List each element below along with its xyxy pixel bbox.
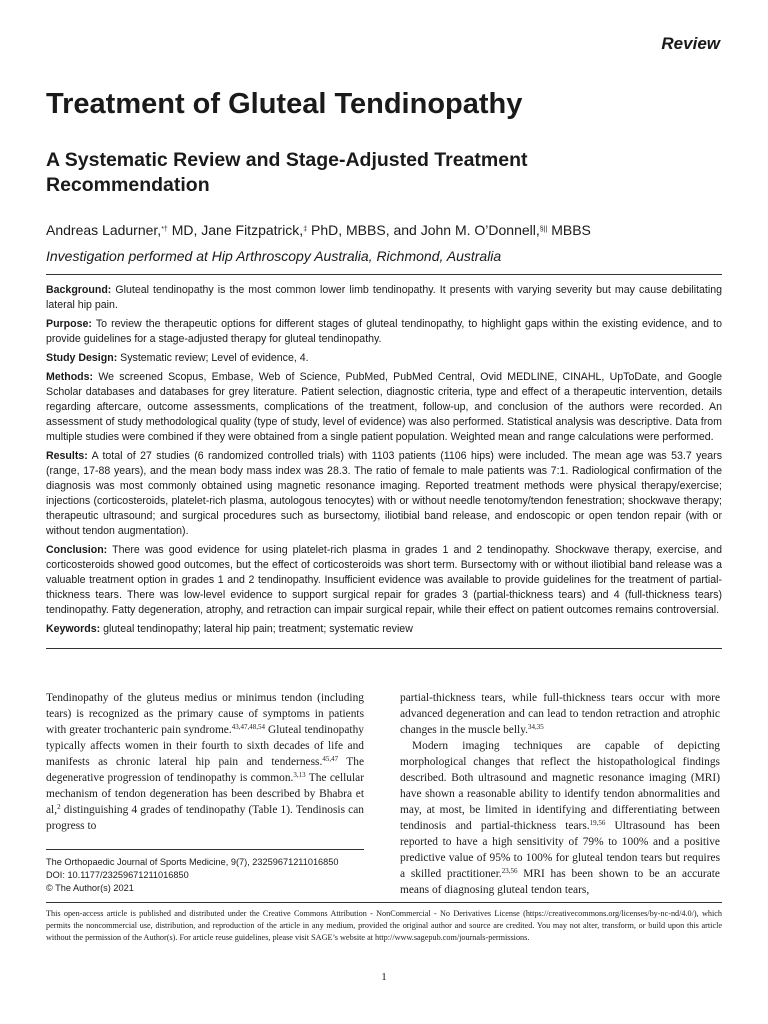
journal-info: [46, 856, 366, 895]
abstract: [46, 283, 722, 641]
abstract-label: Methods:: [46, 371, 94, 383]
body-text: MRI has been shown to be an accurate means of diagnosing gluteal tendon tears,: [400, 868, 720, 896]
body-text: Ultrasound has been reported to have a high sensitivity of 79% to 100% and a positive predictive value of 95% to 100% for gluteal tendon tears but requires a skilled practitioner.: [400, 820, 720, 880]
author-name: Andreas Ladurner,: [46, 222, 162, 238]
body-paragraph: [46, 690, 364, 834]
body-text: Modern imaging techniques are capable of depicting morphological changes that reflect the histopathological findings described. Both ultrasound and magnetic resonance imaging (MRI) have shown a reasonable ability to identify tendon abnormalities and may, at most, be limited in identifying and differentiating between tendinosis and partial-thickness tears.: [400, 740, 720, 832]
abstract-text: There was good evidence for using platelet-rich plasma in grades 1 and 2 tendinopathy. Shockwave therapy, exercise, and corticosteroids showed good outcomes, but the effect of corticosteroids was short term. Bursectomy with or without iliotibial band release was a valuable treatment option in grades 1 and 2 tendinopathy. Insufficient evidence was available to provide guidelines for the treatment of partial-thickness tears. There was low-level evidence to support surgical repair for grades 3 (partial-thickness tears) and 4 (full-thickness tears) tendinopathy. Fatty degeneration, atrophy, and retraction can impair surgical repair, while their effect on patient outcomes remains controversial.: [46, 544, 722, 616]
body-text: The cellular mechanism of tendon degeneration has been described by Bhabra et al,: [46, 772, 364, 816]
abstract-label: Purpose:: [46, 318, 92, 330]
affiliation: Investigation performed at Hip Arthroscopy Australia, Richmond, Australia: [46, 248, 502, 264]
license-notice: This open-access article is published and distributed under the Creative Commons Attribution - NonCommercial - No Derivatives License (https://creativecommons.org/licenses/by-nc-nd/4.0/), which permits the noncommercial use, distribution, and reproduction of the article in any medium, provided the original author and source are credited. You may not alter, transform, or build upon this article without the permission of the Author(s). For article reuse guidelines, please visit SAGE’s website at http://www.sagepub.com/journals-permissions.: [46, 909, 722, 942]
abstract-text: To review the therapeutic options for different stages of gluteal tendinopathy, to highlight gaps within the existing evidence, and to provide guidelines for a stage-adjusted therapy for gluteal tendinopathy.: [46, 318, 722, 345]
author-name: MD, Jane Fitzpatrick,: [167, 222, 304, 238]
abstract-label: Conclusion:: [46, 544, 108, 556]
author-affiliation-mark: ‡: [303, 226, 308, 233]
citation-ref: 3,13: [293, 771, 306, 779]
article-subtitle: A Systematic Review and Stage-Adjusted Treatment Recommendation: [46, 149, 528, 196]
abstract-keywords: [46, 622, 722, 637]
body-text: partial-thickness tears, while full-thickness tears occur with more advanced degeneration and can lead to tendon retraction and atrophic changes in the muscle belly.: [400, 692, 720, 736]
author-affiliation-mark: *†: [161, 226, 168, 233]
abstract-text: Systematic review; Level of evidence, 4.: [117, 352, 309, 364]
body-paragraph: [400, 690, 720, 738]
abstract-text: gluteal tendinopathy; lateral hip pain; treatment; systematic review: [100, 623, 413, 635]
author-name: MBBS: [547, 222, 591, 238]
abstract-top-rule: [46, 274, 722, 275]
abstract-conclusion: [46, 543, 722, 618]
abstract-results: [46, 449, 722, 539]
abstract-label: Study Design:: [46, 352, 118, 364]
body-column-left: [46, 690, 364, 834]
body-column-right: [400, 690, 720, 898]
body-text: distinguishing 4 grades of tendinopathy (Table 1). Tendinosis can progress to: [46, 804, 364, 832]
abstract-text: A total of 27 studies (6 randomized controlled trials) with 1103 patients (1106 hips) were included. The mean age was 53.7 years (range, 17-88 years), and the mean body mass index was 28.3. The ratio of female to male patients was 7:1. Radiological confirmation of the diagnosis was most commonly obtained using magnetic resonance imaging. Reported treatment methods were physical therapy/exercise; injections (corticosteroids, platelet-rich plasma, autologous tenocytes) with or without needle tenotomy/tendon fenestration; shockwave therapy; therapeutic ultrasound; and surgical procedures such as bursectomy, iliotibial band release, and endoscopic or open tendon repair (with or without tendon augmentation).: [46, 450, 722, 537]
license-rule: [46, 902, 722, 903]
abstract-text: We screened Scopus, Embase, Web of Science, PubMed, PubMed Central, Ovid MEDLINE, CINAHL, UpToDate, and Google Scholar databases and databases for grey literature. Patient selection, diagnostic criteria, type and effect of a therapeutic intervention, details regarding aftercare, outcome assessments, complications of the treatment, follow-up, and conclusion of the authors were recorded. An assessment of study methodological quality (type of study, level of evidence) was also performed. Statistical analysis was descriptive. Data from multiple studies were combined if they were obtained from a single patient population. Weighted mean and range calculations were performed.: [46, 371, 722, 443]
footnote-rule: [46, 849, 364, 850]
section-label: Review: [661, 34, 720, 53]
citation-ref: 45,47: [322, 755, 339, 763]
abstract-bottom-rule: [46, 648, 722, 649]
body-paragraph: [400, 738, 720, 898]
citation-ref: 43,47,48,54: [231, 723, 265, 731]
journal-copyright: © The Author(s) 2021: [46, 883, 134, 893]
citation-ref: 19,56: [589, 819, 606, 827]
abstract-text: Gluteal tendinopathy is the most common lower limb tendinopathy. It presents with varying severity but may cause debilitating lateral hip pain.: [46, 284, 722, 311]
page-number: 1: [381, 971, 387, 983]
journal-citation: The Orthopaedic Journal of Sports Medicine, 9(7), 23259671211016850: [46, 857, 339, 867]
abstract-study-design: [46, 351, 722, 366]
body-text: The degenerative progression of tendinopathy is common.: [46, 756, 364, 784]
abstract-label: Keywords:: [46, 623, 101, 635]
abstract-background: [46, 283, 722, 313]
abstract-methods: [46, 370, 722, 445]
author-list: [46, 220, 736, 240]
citation-ref: 2: [57, 803, 61, 811]
citation-ref: 23,56: [501, 867, 518, 875]
abstract-label: Background:: [46, 284, 112, 296]
article-title: Treatment of Gluteal Tendinopathy: [46, 88, 523, 120]
journal-doi: DOI: 10.1177/23259671211016850: [46, 870, 189, 880]
author-affiliation-mark: §||: [539, 226, 548, 233]
body-text: Tendinopathy of the gluteus medius or minimus tendon (including tears) is recognized as the primary cause of symptoms in patients with greater trochanteric pain syndrome.: [46, 692, 364, 736]
author-name: PhD, MBBS, and John M. O’Donnell,: [307, 222, 540, 238]
body-text: Gluteal tendinopathy typically affects women in their fourth to sixth decades of life and manifests as chronic lateral hip pain and tenderness.: [46, 724, 364, 768]
abstract-purpose: [46, 317, 722, 347]
abstract-label: Results:: [46, 450, 88, 462]
citation-ref: 34,35: [528, 723, 544, 731]
